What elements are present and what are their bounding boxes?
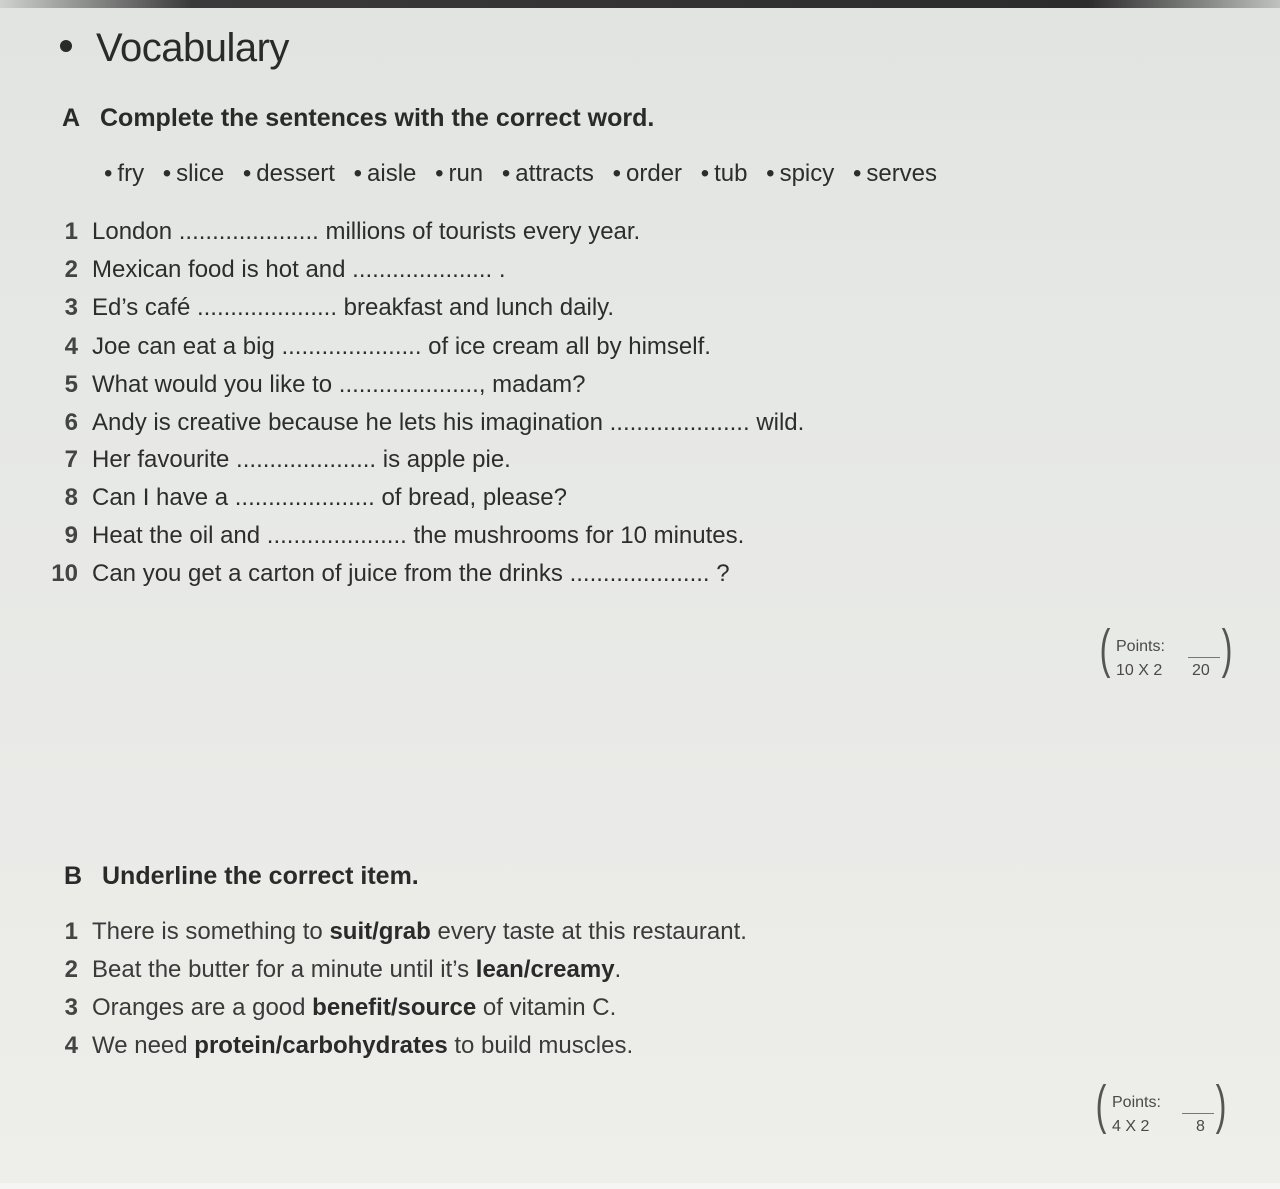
bullet-icon: • (353, 160, 363, 187)
points-label: Points: (1116, 638, 1165, 655)
word-bank-item: fry (117, 160, 145, 187)
bullet-icon: • (852, 160, 862, 187)
word-bank-item: serves (866, 160, 938, 187)
bullet-icon (60, 40, 72, 52)
bullet-icon: • (104, 160, 113, 187)
bullet-icon: • (766, 160, 775, 187)
word-bank-item: run (448, 160, 484, 187)
item-number: 10 (51, 560, 78, 587)
score-line (1188, 657, 1220, 658)
item-sentence: Joe can eat a big ..................... of ice cream all by himself. (92, 333, 711, 360)
answer-options: lean/creamy (475, 956, 615, 983)
answer-options: benefit/source (312, 994, 477, 1021)
item-number: 9 (64, 522, 78, 549)
item-number: 1 (64, 218, 78, 245)
section-b-instruction (64, 862, 419, 891)
bullet-icon: • (242, 160, 252, 187)
item-number: 3 (64, 294, 78, 321)
word-bank-item: slice (176, 160, 225, 187)
word-bank-item: tub (714, 160, 748, 187)
left-bracket: ( (1099, 619, 1111, 679)
word-bank-item: attracts (515, 160, 594, 187)
bullet-icon: • (435, 160, 444, 187)
bullet-icon: • (612, 160, 622, 187)
sentence-start: Beat the butter for a minute until it’s (92, 956, 470, 983)
item-number: 7 (64, 446, 78, 473)
sentence-start: We need (92, 1032, 188, 1059)
item-number: 4 (64, 333, 78, 360)
right-bracket: ) (1215, 1075, 1227, 1135)
item-sentence (92, 1032, 633, 1060)
answer-options: suit/grab (329, 918, 431, 945)
bullet-icon: • (162, 160, 172, 187)
answer-options: protein/carbohydrates (194, 1032, 448, 1059)
section-a-instruction (62, 104, 654, 133)
item-sentence: London ..................... millions of tourists every year. (92, 218, 641, 245)
word-bank-item: order (626, 160, 683, 187)
item-sentence (92, 918, 747, 946)
section-b-letter: B (64, 862, 83, 890)
right-bracket: ) (1221, 619, 1233, 679)
bullet-icon: • (501, 160, 511, 187)
points-total: 20 (1192, 662, 1210, 679)
item-number: 8 (64, 484, 78, 511)
sentence-end: . (614, 956, 622, 983)
bottom-edge (0, 1183, 1280, 1189)
item-sentence: Can I have a ..................... of bread, please? (92, 484, 567, 511)
item-number: 6 (64, 409, 78, 436)
sentence-end: to build muscles. (454, 1032, 634, 1059)
word-bank-item: aisle (367, 160, 417, 187)
bullet-icon: • (700, 160, 710, 187)
score-line (1182, 1113, 1214, 1114)
sentence-start: There is something to (92, 918, 323, 945)
sentence-end: every taste at this restaurant. (437, 918, 747, 945)
item-number: 2 (64, 256, 78, 283)
item-number: 4 (64, 1032, 78, 1059)
points-calculation: 10 X 2 (1116, 662, 1163, 679)
item-sentence (92, 956, 621, 984)
word-bank-item: dessert (256, 160, 335, 187)
word-bank-item: spicy (779, 160, 835, 187)
item-sentence (92, 994, 616, 1022)
top-edge-shadow (0, 0, 1280, 8)
section-a-letter: A (62, 104, 81, 132)
item-number: 5 (64, 371, 78, 398)
points-box-a (1096, 619, 1236, 690)
points-box-b (1092, 1075, 1232, 1146)
item-sentence: Mexican food is hot and ..................... . (92, 256, 506, 283)
item-sentence: Heat the oil and ..................... the mushrooms for 10 minutes. (92, 522, 745, 549)
item-sentence: What would you like to ....................., madam? (92, 371, 586, 398)
sentence-start: Oranges are a good (92, 994, 306, 1021)
word-bank (104, 160, 949, 188)
section-heading (60, 26, 289, 71)
item-sentence: Her favourite ..................... is apple pie. (92, 446, 511, 473)
heading-text: Vocabulary (96, 26, 289, 70)
item-number: 3 (64, 994, 78, 1021)
left-bracket: ( (1095, 1075, 1107, 1135)
item-sentence: Andy is creative because he lets his imagination ..................... wild. (92, 409, 805, 436)
item-sentence: Can you get a carton of juice from the drinks ..................... ? (92, 560, 730, 587)
points-label: Points: (1112, 1094, 1161, 1111)
item-sentence: Ed’s café ..................... breakfast and lunch daily. (92, 294, 615, 321)
item-number: 1 (64, 918, 78, 945)
points-calculation: 4 X 2 (1112, 1118, 1150, 1135)
section-a-instruction-text: Complete the sentences with the correct word. (100, 104, 655, 132)
item-number: 2 (64, 956, 78, 983)
section-b-instruction-text: Underline the correct item. (102, 862, 419, 890)
points-total: 8 (1196, 1118, 1205, 1135)
sentence-end: of vitamin C. (482, 994, 617, 1021)
